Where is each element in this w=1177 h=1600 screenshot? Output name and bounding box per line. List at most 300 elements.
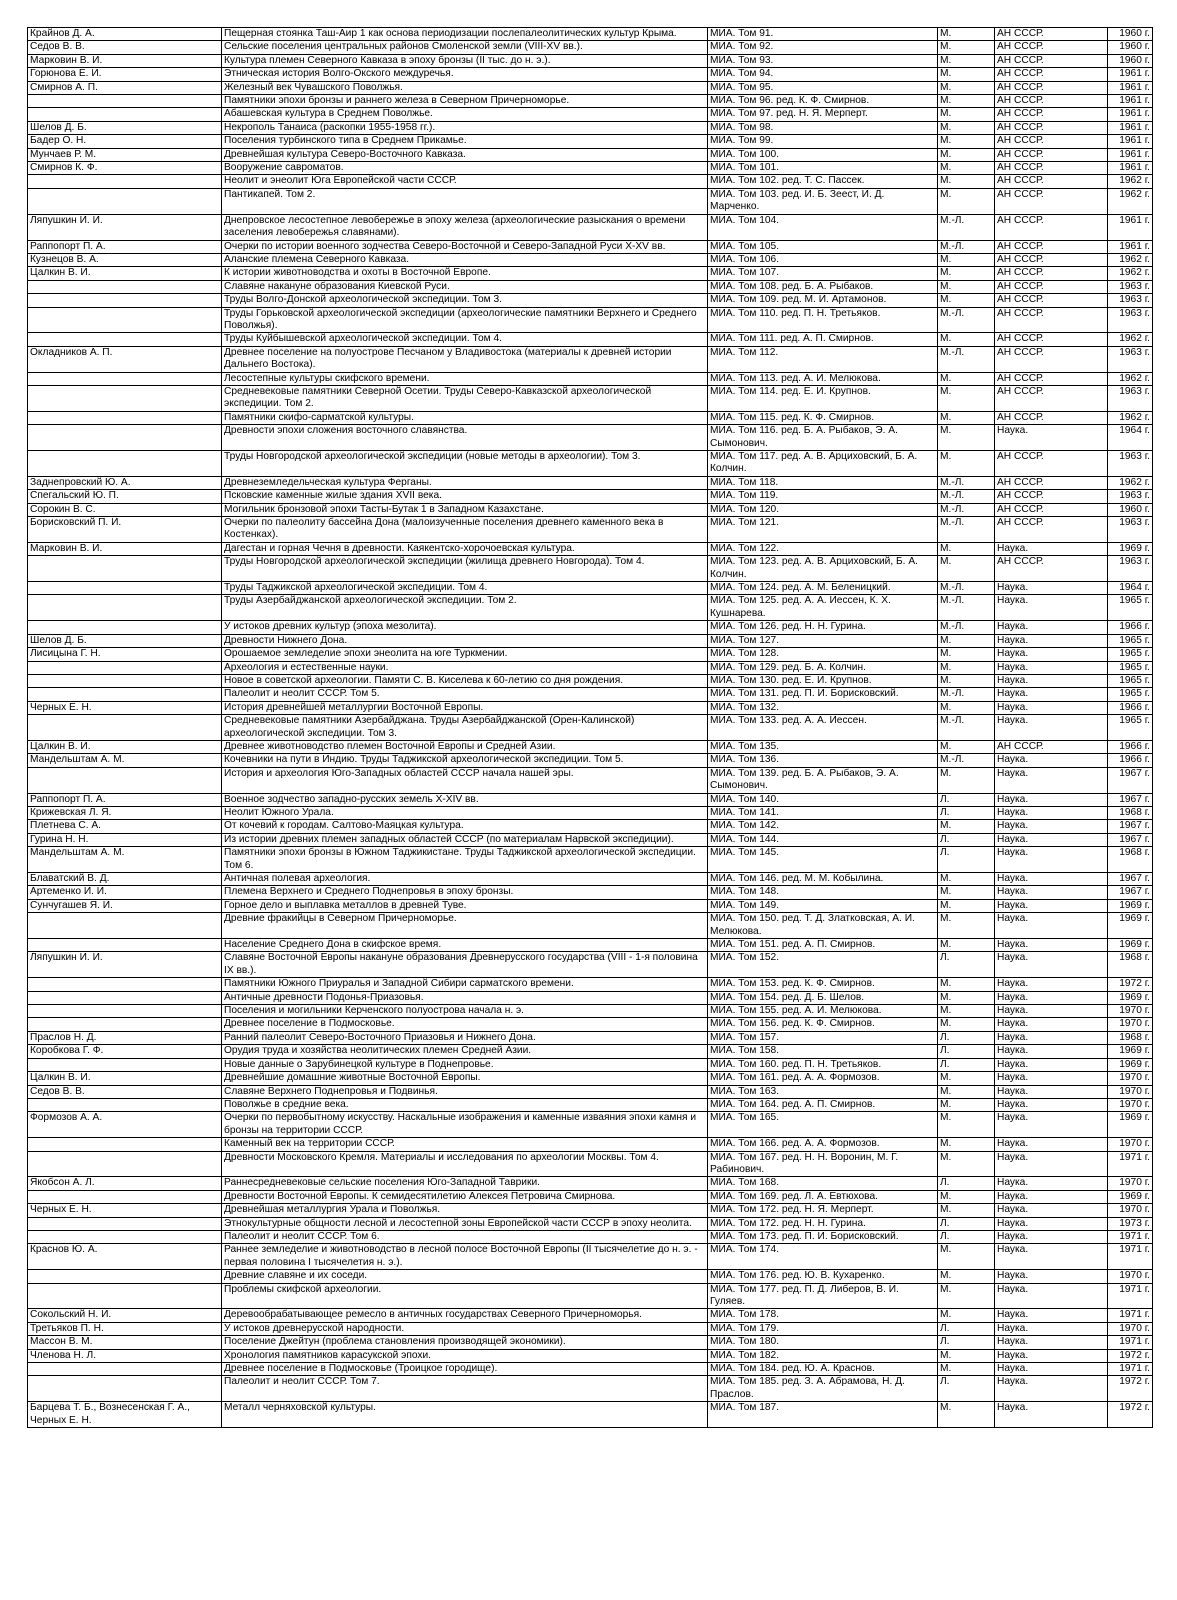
year-cell: 1962 г. [1108,188,1153,214]
author-cell: Цалкин В. И. [28,267,222,280]
city-cell: М.-Л. [938,490,995,503]
publisher-cell: Наука. [995,595,1108,621]
title-cell: Античные древности Подонья-Приазовья. [222,991,708,1004]
table-row [28,1363,1153,1376]
table-row [28,595,1153,621]
series-cell: МИА. Том 107. [708,267,938,280]
title-cell: Железный век Чувашского Поволжья. [222,81,708,94]
city-cell: М. [938,81,995,94]
author-cell [28,385,222,411]
table-row [28,634,1153,647]
year-cell: 1969 г. [1108,991,1153,1004]
year-cell: 1963 г. [1108,307,1153,333]
title-cell: Неолит и энеолит Юга Европейской части СССР. [222,175,708,188]
publisher-cell: Наука. [995,1112,1108,1138]
table-row [28,240,1153,253]
series-cell: МИА. Том 128. [708,648,938,661]
table-row [28,81,1153,94]
series-cell: МИА. Том 116. ред. Б. А. Рыбаков, Э. А. Сымонович. [708,425,938,451]
table-row [28,952,1153,978]
table-row [28,1031,1153,1044]
series-cell: МИА. Том 99. [708,135,938,148]
publisher-cell: Наука. [995,1336,1108,1349]
year-cell: 1971 г. [1108,1336,1153,1349]
publisher-cell: АН СССР. [995,503,1108,516]
table-row [28,1270,1153,1283]
publisher-cell: Наука. [995,661,1108,674]
author-cell [28,978,222,991]
author-cell [28,767,222,793]
author-cell [28,1058,222,1071]
title-cell: Очерки по первобытному искусству. Наскальные изображения и каменные изваяния эпохи камня и бронзы на территории СССР. [222,1112,708,1138]
author-cell [28,108,222,121]
title-cell: Орудия труда и хозяйства неолитических племен Средней Азии. [222,1045,708,1058]
title-cell: Горное дело и выплавка металлов в древней Туве. [222,899,708,912]
publisher-cell: Наука. [995,542,1108,555]
title-cell: Раннесредневековые сельские поселения Юго-Западной Таврики. [222,1177,708,1190]
author-cell [28,1230,222,1243]
table-row [28,1230,1153,1243]
title-cell: Античная полевая археология. [222,873,708,886]
series-cell: МИА. Том 102. ред. Т. С. Пассек. [708,175,938,188]
table-row [28,1072,1153,1085]
city-cell: М. [938,451,995,477]
city-cell: М. [938,913,995,939]
series-cell: МИА. Том 149. [708,899,938,912]
title-cell: Труды Азербайджанской археологической экспедиции. Том 2. [222,595,708,621]
series-cell: МИА. Том 154. ред. Д. Б. Шелов. [708,991,938,1004]
author-cell [28,307,222,333]
city-cell: Л. [938,1217,995,1230]
table-row [28,1151,1153,1177]
series-cell: МИА. Том 103. ред. И. Б. Зеест, И. Д. Марченко. [708,188,938,214]
year-cell: 1972 г. [1108,978,1153,991]
table-row [28,820,1153,833]
year-cell: 1967 г. [1108,793,1153,806]
table-row [28,833,1153,846]
year-cell: 1970 г. [1108,1098,1153,1111]
table-row [28,54,1153,67]
city-cell: М. [938,1270,995,1283]
series-cell: МИА. Том 150. ред. Т. Д. Златковская, А. И. Мелюкова. [708,913,938,939]
city-cell: М. [938,542,995,555]
table-row [28,1098,1153,1111]
publisher-cell: Наука. [995,886,1108,899]
title-cell: Труды Куйбышевской археологической экспедиции. Том 4. [222,333,708,346]
table-row [28,135,1153,148]
series-cell: МИА. Том 112. [708,346,938,372]
series-cell: МИА. Том 155. ред. А. И. Мелюкова. [708,1005,938,1018]
year-cell: 1971 г. [1108,1283,1153,1309]
city-cell: Л. [938,1230,995,1243]
series-cell: МИА. Том 161. ред. А. А. Формозов. [708,1072,938,1085]
year-cell: 1961 г. [1108,81,1153,94]
series-cell: МИА. Том 142. [708,820,938,833]
table-row [28,503,1153,516]
publisher-cell: АН СССР. [995,451,1108,477]
title-cell: Памятники эпохи бронзы и раннего железа в Северном Причерноморье. [222,95,708,108]
title-cell: История и археология Юго-Западных областей СССР начала нашей эры. [222,767,708,793]
series-cell: МИА. Том 123. ред. А. В. Арциховский, Б. А. Колчин. [708,556,938,582]
author-cell: Гурина Н. Н. [28,833,222,846]
table-row [28,280,1153,293]
city-cell: М. [938,1138,995,1151]
table-row [28,425,1153,451]
title-cell: Этнокультурные общности лесной и лесостепной зоны Европейской части СССР в эпоху неолита. [222,1217,708,1230]
publisher-cell: Наука. [995,978,1108,991]
author-cell: Седов В. В. [28,41,222,54]
title-cell: Из истории древних племен западных областей СССР (по материалам Нарвской экспедиции). [222,833,708,846]
author-cell: Цалкин В. И. [28,1072,222,1085]
year-cell: 1960 г. [1108,503,1153,516]
table-row [28,490,1153,503]
year-cell: 1961 г. [1108,121,1153,134]
series-cell: МИА. Том 117. ред. А. В. Арциховский, Б. А. Колчин. [708,451,938,477]
title-cell: Орошаемое земледелие эпохи энеолита на юге Туркмении. [222,648,708,661]
series-cell: МИА. Том 124. ред. А. М. Беленицкий. [708,582,938,595]
author-cell [28,1138,222,1151]
table-row [28,1204,1153,1217]
series-cell: МИА. Том 187. [708,1402,938,1428]
series-cell: МИА. Том 97. ред. Н. Я. Мерперт. [708,108,938,121]
city-cell: М. [938,674,995,687]
publisher-cell: АН СССР. [995,175,1108,188]
title-cell: Славяне Восточной Европы накануне образования Древнерусского государства (VIII - 1-я половина IX вв.). [222,952,708,978]
publisher-cell: АН СССР. [995,556,1108,582]
city-cell: Л. [938,806,995,819]
table-row [28,913,1153,939]
publisher-cell: Наука. [995,1283,1108,1309]
city-cell: М. [938,991,995,1004]
title-cell: Труды Волго-Донской археологической экспедиции. Том 3. [222,294,708,307]
title-cell: Пещерная стоянка Таш-Аир 1 как основа периодизации послепалеолитических культур Крыма. [222,28,708,41]
city-cell: М.-Л. [938,582,995,595]
title-cell: Культура племен Северного Кавказа в эпоху бронзы (II тыс. до н. э.). [222,54,708,67]
author-cell [28,451,222,477]
publisher-cell: АН СССР. [995,411,1108,424]
series-cell: МИА. Том 185. ред. З. А. Абрамова, Н. Д. Праслов. [708,1376,938,1402]
title-cell: Кочевники на пути в Индию. Труды Таджикской археологической экспедиции. Том 5. [222,754,708,767]
city-cell: М. [938,1190,995,1203]
city-cell: М. [938,556,995,582]
publisher-cell: Наука. [995,1045,1108,1058]
publisher-cell: АН СССР. [995,135,1108,148]
publisher-cell: АН СССР. [995,81,1108,94]
publisher-cell: АН СССР. [995,108,1108,121]
year-cell: 1961 г. [1108,95,1153,108]
year-cell: 1969 г. [1108,939,1153,952]
table-row [28,346,1153,372]
title-cell: Неолит Южного Урала. [222,806,708,819]
series-cell: МИА. Том 167. ред. Н. Н. Воронин, М. Г. Рабинович. [708,1151,938,1177]
table-row [28,121,1153,134]
year-cell: 1970 г. [1108,1138,1153,1151]
publisher-cell: АН СССР. [995,148,1108,161]
publisher-cell: Наука. [995,1309,1108,1322]
city-cell: Л. [938,1045,995,1058]
author-cell [28,582,222,595]
title-cell: Металл черняховской культуры. [222,1402,708,1428]
series-cell: МИА. Том 158. [708,1045,938,1058]
author-cell [28,674,222,687]
city-cell: М. [938,372,995,385]
table-row [28,294,1153,307]
city-cell: М. [938,1072,995,1085]
series-cell: МИА. Том 130. ред. Е. И. Крупнов. [708,674,938,687]
title-cell: Раннее земледелие и животноводство в лесной полосе Восточной Европы (II тысячелетие до н. э. - первая половина I тысячелетия н. э.). [222,1244,708,1270]
publisher-cell: Наука. [995,1085,1108,1098]
series-cell: МИА. Том 177. ред. П. Д. Либеров, В. И. Гуляев. [708,1283,938,1309]
series-cell: МИА. Том 169. ред. Л. А. Евтюхова. [708,1190,938,1203]
city-cell: М.-Л. [938,688,995,701]
table-row [28,978,1153,991]
series-cell: МИА. Том 93. [708,54,938,67]
series-cell: МИА. Том 141. [708,806,938,819]
year-cell: 1961 г. [1108,162,1153,175]
author-cell: Якобсон А. Л. [28,1177,222,1190]
series-cell: МИА. Том 114. ред. Е. И. Крупнов. [708,385,938,411]
series-cell: МИА. Том 94. [708,68,938,81]
author-cell: Крайнов Д. А. [28,28,222,41]
city-cell: М. [938,1244,995,1270]
author-cell: Окладников А. П. [28,346,222,372]
publisher-cell: Наука. [995,674,1108,687]
table-row [28,715,1153,741]
title-cell: Племена Верхнего и Среднего Поднепровья в эпоху бронзы. [222,886,708,899]
city-cell: Л. [938,847,995,873]
year-cell: 1962 г. [1108,411,1153,424]
series-cell: МИА. Том 176. ред. Ю. В. Кухаренко. [708,1270,938,1283]
year-cell: 1968 г. [1108,952,1153,978]
city-cell: М.-Л. [938,595,995,621]
author-cell [28,1005,222,1018]
author-cell: Спегальский Ю. П. [28,490,222,503]
year-cell: 1963 г. [1108,451,1153,477]
title-cell: Псковские каменные жилые здания XVII века. [222,490,708,503]
table-row [28,1349,1153,1362]
series-cell: МИА. Том 173. ред. П. И. Борисковский. [708,1230,938,1243]
table-row [28,661,1153,674]
year-cell: 1965 г. [1108,648,1153,661]
series-cell: МИА. Том 178. [708,1309,938,1322]
publisher-cell: АН СССР. [995,41,1108,54]
city-cell: М. [938,95,995,108]
title-cell: Труды Горьковской археологической экспедиции (археологические памятники Верхнего и Среднего Поволжья). [222,307,708,333]
bibliography-page [27,27,1152,1428]
author-cell [28,595,222,621]
author-cell: Мунчаев Р. М. [28,148,222,161]
year-cell: 1965 г. [1108,661,1153,674]
series-cell: МИА. Том 113. ред. А. И. Мелюкова. [708,372,938,385]
city-cell: М. [938,1112,995,1138]
city-cell: М.-Л. [938,214,995,240]
table-row [28,1058,1153,1071]
author-cell [28,1098,222,1111]
table-row [28,253,1153,266]
author-cell: Мандельштам А. М. [28,847,222,873]
title-cell: Деревообрабатывающее ремесло в античных государствах Северного Причерноморья. [222,1309,708,1322]
table-row [28,188,1153,214]
publisher-cell: Наука. [995,1005,1108,1018]
year-cell: 1970 г. [1108,1177,1153,1190]
table-row [28,1244,1153,1270]
title-cell: Вооружение савроматов. [222,162,708,175]
series-cell: МИА. Том 108. ред. Б. А. Рыбаков. [708,280,938,293]
publisher-cell: АН СССР. [995,240,1108,253]
publisher-cell: Наука. [995,1031,1108,1044]
city-cell: М. [938,333,995,346]
year-cell: 1962 г. [1108,267,1153,280]
year-cell: 1966 г. [1108,754,1153,767]
table-row [28,1177,1153,1190]
title-cell: Пантикапей. Том 2. [222,188,708,214]
title-cell: Труды Новгородской археологической экспедиции (жилища древнего Новгорода). Том 4. [222,556,708,582]
year-cell: 1971 г. [1108,1244,1153,1270]
series-cell: МИА. Том 133. ред. А. А. Иессен. [708,715,938,741]
publisher-cell: Наука. [995,1018,1108,1031]
series-cell: МИА. Том 92. [708,41,938,54]
table-row [28,1217,1153,1230]
city-cell: Л. [938,1177,995,1190]
table-row [28,108,1153,121]
author-cell [28,715,222,741]
series-cell: МИА. Том 152. [708,952,938,978]
series-cell: МИА. Том 164. ред. А. П. Смирнов. [708,1098,938,1111]
author-cell: Марковин В. И. [28,54,222,67]
author-cell: Плетнева С. А. [28,820,222,833]
title-cell: Славяне накануне образования Киевской Руси. [222,280,708,293]
series-cell: МИА. Том 148. [708,886,938,899]
publisher-cell: АН СССР. [995,476,1108,489]
title-cell: Древнейшая культура Северо-Восточного Кавказа. [222,148,708,161]
year-cell: 1963 г. [1108,517,1153,543]
year-cell: 1970 г. [1108,1072,1153,1085]
publisher-cell: Наука. [995,621,1108,634]
series-cell: МИА. Том 182. [708,1349,938,1362]
author-cell: Краснов Ю. А. [28,1244,222,1270]
title-cell: К истории животноводства и охоты в Восточной Европе. [222,267,708,280]
city-cell: М. [938,188,995,214]
year-cell: 1963 г. [1108,385,1153,411]
year-cell: 1967 г. [1108,767,1153,793]
series-cell: МИА. Том 135. [708,740,938,753]
city-cell: М. [938,1204,995,1217]
publisher-cell: Наука. [995,425,1108,451]
author-cell: Блаватский В. Д. [28,873,222,886]
year-cell: 1963 г. [1108,294,1153,307]
year-cell: 1972 г. [1108,1349,1153,1362]
city-cell: Л. [938,952,995,978]
publisher-cell: АН СССР. [995,162,1108,175]
series-cell: МИА. Том 126. ред. Н. Н. Гурина. [708,621,938,634]
table-row [28,517,1153,543]
series-cell: МИА. Том 122. [708,542,938,555]
author-cell [28,175,222,188]
table-row [28,476,1153,489]
author-cell: Лисицына Г. Н. [28,648,222,661]
publisher-cell: АН СССР. [995,294,1108,307]
author-cell: Крижевская Л. Я. [28,806,222,819]
year-cell: 1967 г. [1108,886,1153,899]
publisher-cell: Наука. [995,1072,1108,1085]
publisher-cell: Наука. [995,1322,1108,1335]
publisher-cell: АН СССР. [995,95,1108,108]
series-cell: МИА. Том 172. ред. Н. Н. Гурина. [708,1217,938,1230]
city-cell: М. [938,148,995,161]
table-row [28,28,1153,41]
year-cell: 1962 г. [1108,333,1153,346]
series-cell: МИА. Том 106. [708,253,938,266]
city-cell: М. [938,68,995,81]
publisher-cell: Наука. [995,1151,1108,1177]
author-cell: Смирнов А. П. [28,81,222,94]
table-row [28,1085,1153,1098]
table-row [28,95,1153,108]
author-cell: Борисковский П. И. [28,517,222,543]
table-row [28,1336,1153,1349]
series-cell: МИА. Том 160. ред. П. Н. Третьяков. [708,1058,938,1071]
author-cell: Ляпушкин И. И. [28,952,222,978]
publisher-cell: АН СССР. [995,372,1108,385]
publisher-cell: АН СССР. [995,121,1108,134]
year-cell: 1971 г. [1108,1363,1153,1376]
city-cell: М.-Л. [938,503,995,516]
year-cell: 1970 г. [1108,1085,1153,1098]
table-row [28,267,1153,280]
title-cell: Очерки по палеолиту бассейна Дона (малоизученные поселения древнего каменного века в Костенках). [222,517,708,543]
publisher-cell: Наука. [995,873,1108,886]
city-cell: М. [938,634,995,647]
series-cell: МИА. Том 165. [708,1112,938,1138]
title-cell: Поволжье в средние века. [222,1098,708,1111]
year-cell: 1963 г. [1108,346,1153,372]
city-cell: М. [938,1085,995,1098]
publisher-cell: АН СССР. [995,346,1108,372]
city-cell: М. [938,121,995,134]
series-cell: МИА. Том 105. [708,240,938,253]
table-row [28,385,1153,411]
table-row [28,806,1153,819]
title-cell: Славяне Верхнего Поднепровья и Подвинья. [222,1085,708,1098]
table-row [28,1283,1153,1309]
year-cell: 1969 г. [1108,1112,1153,1138]
publisher-cell: Наука. [995,1217,1108,1230]
publisher-cell: Наука. [995,1270,1108,1283]
author-cell: Формозов А. А. [28,1112,222,1138]
author-cell: Сокольский Н. И. [28,1309,222,1322]
title-cell: Древнее животноводство племен Восточной Европы и Средней Азии. [222,740,708,753]
series-cell: МИА. Том 180. [708,1336,938,1349]
year-cell: 1969 г. [1108,913,1153,939]
table-row [28,307,1153,333]
title-cell: Древнейшие домашние животные Восточной Европы. [222,1072,708,1085]
publisher-cell: АН СССР. [995,54,1108,67]
author-cell: Барцева Т. Б., Вознесенская Г. А., Черных Е. Н. [28,1402,222,1428]
publisher-cell: Наука. [995,715,1108,741]
title-cell: Очерки по истории военного зодчества Северо-Восточной и Северо-Западной Руси X-XV вв. [222,240,708,253]
year-cell: 1967 г. [1108,873,1153,886]
city-cell: Л. [938,833,995,846]
author-cell [28,294,222,307]
city-cell: Л. [938,1322,995,1335]
year-cell: 1962 г. [1108,175,1153,188]
year-cell: 1970 г. [1108,1005,1153,1018]
city-cell: М. [938,1283,995,1309]
year-cell: 1962 г. [1108,253,1153,266]
city-cell: М. [938,939,995,952]
city-cell: М. [938,1098,995,1111]
year-cell: 1963 г. [1108,556,1153,582]
